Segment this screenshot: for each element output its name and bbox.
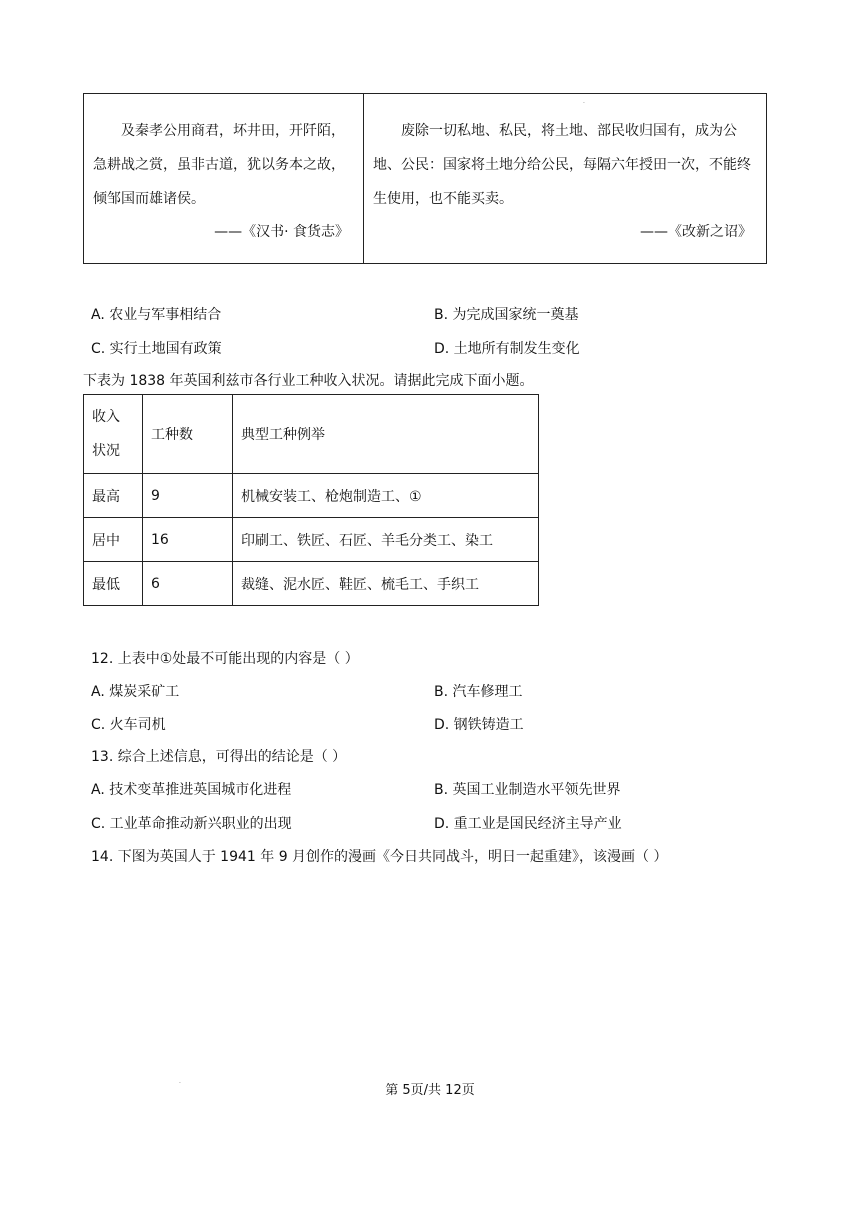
table-row [84, 562, 539, 606]
source-right-text: 废除一切私地、私民，将土地、部民收归国有，成为公地、公民：国家将土地分给公民，每隔六年授田一次，不能终生使用，也不能买卖。 [373, 123, 751, 207]
q13-option-d[interactable]: D. 重工业是国民经济主导产业 [434, 816, 622, 832]
page-footer: 第 5页/共 12页 [385, 1083, 475, 1098]
row-examples: 印刷工、铁匠、石匠、羊毛分类工、染工 [233, 518, 539, 562]
source-table [83, 93, 767, 264]
header-job-examples: 典型工种例举 [233, 395, 539, 474]
q12-option-c[interactable]: C. 火车司机 [91, 717, 166, 733]
q12-option-b[interactable]: B. 汽车修理工 [434, 684, 523, 700]
wage-table [83, 394, 539, 606]
scan-dot: · [179, 1080, 181, 1087]
header-income-level [84, 395, 143, 474]
source-left-text: 及秦孝公用商君，坏井田，开阡陌，急耕战之赏，虽非古道，犹以务本之故，倾邹国而雄诸侯。 [93, 123, 345, 207]
row-level: 最高 [84, 474, 143, 518]
q11-option-b[interactable]: B. 为完成国家统一奠基 [434, 307, 579, 323]
q13-option-b[interactable]: B. 英国工业制造水平领先世界 [434, 782, 621, 798]
row-count: 6 [143, 562, 233, 606]
q13-stem: 13. 综合上述信息，可得出的结论是（ ） [91, 749, 347, 765]
q12-stem: 12. 上表中①处最不可能出现的内容是（ ） [91, 651, 359, 667]
header-job-count: 工种数 [143, 395, 233, 474]
row-count: 9 [143, 474, 233, 518]
row-level: 居中 [84, 518, 143, 562]
header-income-level-line2: 状况 [92, 443, 120, 459]
q11-option-d[interactable]: D. 土地所有制发生变化 [434, 341, 580, 357]
q14-stem: 14. 下图为英国人于 1941 年 9 月创作的漫画《今日共同战斗，明日一起重建》，该漫画（ ） [91, 849, 668, 865]
row-examples: 裁缝、泥水匠、鞋匠、梳毛工、手织工 [233, 562, 539, 606]
row-count: 16 [143, 518, 233, 562]
header-income-level-line1: 收入 [92, 409, 120, 425]
row-level: 最低 [84, 562, 143, 606]
q13-option-a[interactable]: A. 技术变革推进英国城市化进程 [91, 782, 292, 798]
q11-option-a[interactable]: A. 农业与军事相结合 [91, 307, 222, 323]
q12-option-a[interactable]: A. 煤炭采矿工 [91, 684, 180, 700]
table-row [84, 474, 539, 518]
table-row [84, 518, 539, 562]
source-right-citation: ——《改新之诏》 [640, 224, 752, 240]
q13-option-c[interactable]: C. 工业革命推动新兴职业的出现 [91, 816, 292, 832]
q12-option-d[interactable]: D. 钢铁铸造工 [434, 717, 524, 733]
source-left-cell [84, 94, 364, 263]
table-intro: 下表为 1838 年英国利兹市各行业工种收入状况。请据此完成下面小题。 [83, 373, 534, 389]
table-header-row [84, 395, 539, 474]
source-left-citation: ——《汉书· 食货志》 [214, 224, 349, 240]
row-examples: 机械安装工、枪炮制造工、① [233, 474, 539, 518]
source-right-cell [364, 94, 766, 263]
scan-dot: · [583, 100, 585, 107]
q11-option-c[interactable]: C. 实行土地国有政策 [91, 341, 222, 357]
